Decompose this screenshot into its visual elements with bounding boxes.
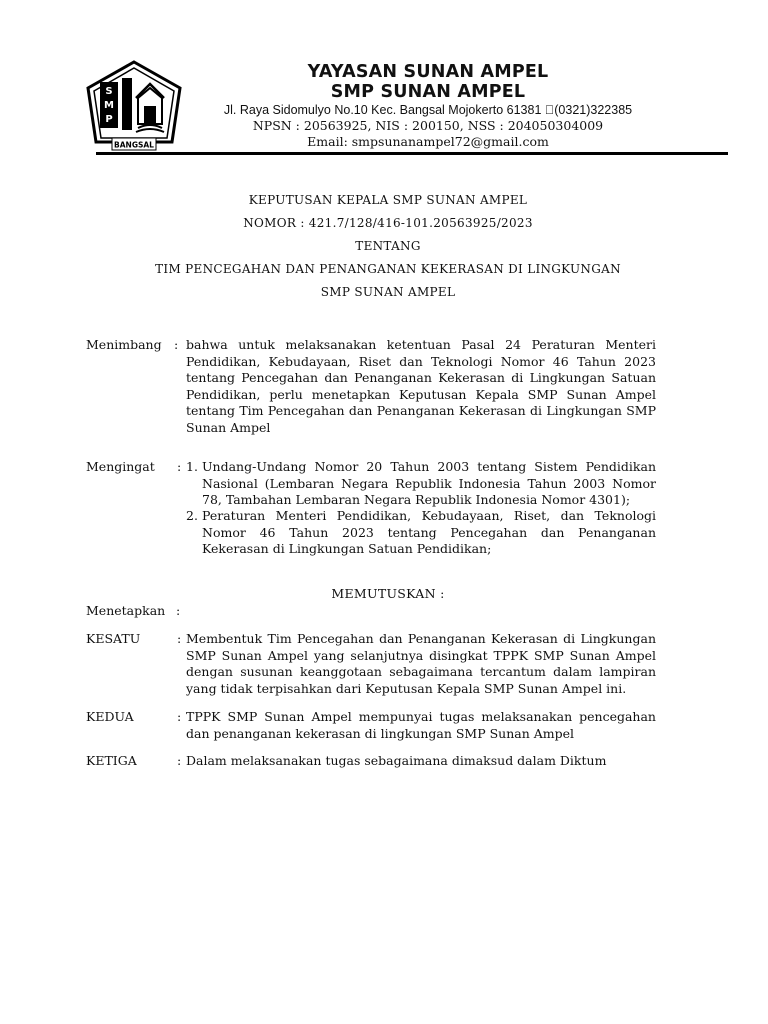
decree-number: NOMOR : 421.7/128/416-101.20563925/2023 — [243, 216, 533, 230]
kedua-label: KEDUA — [86, 709, 134, 724]
kesatu-colon: : — [177, 631, 182, 646]
header-divider — [96, 152, 728, 155]
ketiga-colon: : — [177, 753, 182, 768]
menimbang-label: Menimbang — [86, 337, 162, 352]
foundation-name: YAYASAN SUNAN AMPEL — [307, 62, 549, 82]
svg-text:M: M — [104, 100, 114, 111]
school-name: SMP SUNAN AMPEL — [330, 82, 526, 102]
menimbang-colon: : — [174, 337, 179, 352]
menetapkan-colon: : — [176, 603, 181, 618]
menimbang-text: bahwa untuk melaksanakan ketentuan Pasal 24 Peraturan Menteri Pendidikan, Kebudayaan, Riset dan Teknologi Nomor 46 Tahun 2023 tentang Pencegahan dan Penanganan Kekerasan di Lingkungan Satuan Pendidikan, perlu menetapkan Keputusan Kepala SMP Sunan Ampel tentang Tim Pencegahan dan Penanganan Kekerasan di Lingkungan SMP Sunan Ampel — [186, 337, 656, 435]
mengingat-item-number: 2. — [186, 508, 198, 523]
kedua-colon: : — [177, 709, 182, 724]
logo-bangsal-text: BANGSAL — [114, 140, 154, 150]
kesatu-text: Membentuk Tim Pencegahan dan Penanganan Kekerasan di Lingkungan SMP Sunan Ampel yang selanjutnya disingkat TPPK SMP Sunan Ampel dengan susunan keanggotaan sebagaimana tercantum dalam lampiran yang tidak terpisahkan dari Keputusan Kepala SMP Sunan Ampel ini. — [186, 631, 656, 696]
decree-about: TENTANG — [355, 239, 421, 253]
svg-text:P: P — [105, 114, 113, 125]
mengingat-label: Mengingat — [86, 459, 155, 474]
school-identifiers: NPSN : 20563925, NIS : 200150, NSS : 204050304009 — [252, 118, 604, 133]
svg-text:S: S — [105, 86, 113, 97]
decree-subject: TIM PENCEGAHAN DAN PENANGANAN KEKERASAN DI LINGKUNGAN — [155, 262, 621, 276]
mengingat-item: Undang-Undang Nomor 20 Tahun 2003 tentang Sistem Pendidikan Nasional (Lembaran Negara Republik Indonesia Tahun 2003 Nomor 78, Tambahan Lembaran Negara Republik Indonesia Nomor 4301); — [202, 459, 656, 507]
mengingat-item: Peraturan Menteri Pendidikan, Kebudayaan, Riset, dan Teknologi Nomor 46 Tahun 2023 tentang Pencegahan dan Penanganan Kekerasan di Lingkungan Satuan Pendidikan; — [202, 508, 656, 556]
school-logo — [84, 58, 184, 154]
school-email: Email: smpsunanampel72@gmail.com — [307, 134, 549, 149]
school-address: Jl. Raya Sidomulyo No.10 Kec. Bangsal Mojokerto 61381  (0321)322385 — [223, 103, 633, 117]
memutuskan-heading: MEMUTUSKAN : — [331, 586, 445, 601]
kedua-text: TPPK SMP Sunan Ampel mempunyai tugas melaksanakan pencegahan dan penanganan kekerasan di lingkungan SMP Sunan Ampel — [186, 709, 656, 741]
mengingat-colon: : — [177, 459, 182, 474]
ketiga-label: KETIGA — [86, 753, 137, 768]
ketiga-text: Dalam melaksanakan tugas sebagaimana dimaksud dalam Diktum — [186, 753, 607, 768]
menetapkan-label: Menetapkan — [86, 603, 166, 618]
kesatu-label: KESATU — [86, 631, 141, 646]
decree-subject-2: SMP SUNAN AMPEL — [320, 285, 456, 299]
mengingat-item-number: 1. — [186, 459, 198, 474]
decree-title: KEPUTUSAN KEPALA SMP SUNAN AMPEL — [248, 193, 528, 207]
